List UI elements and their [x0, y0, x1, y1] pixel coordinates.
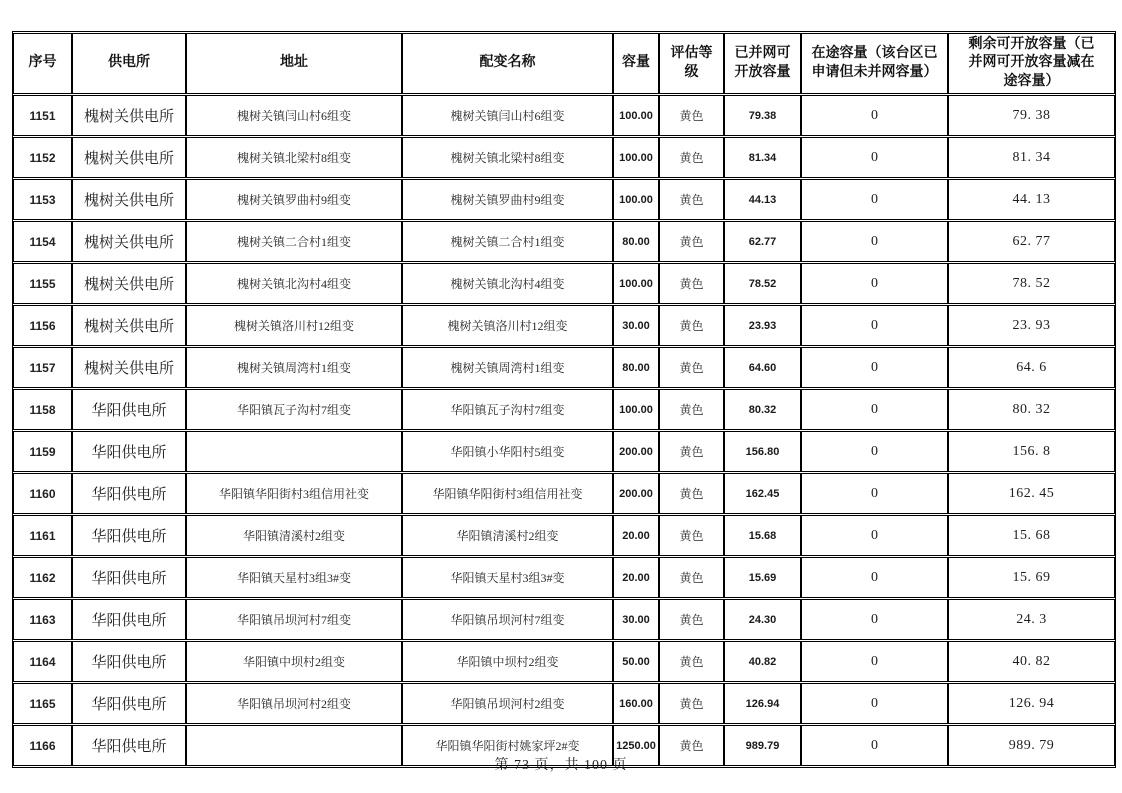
cell-rating: 黄色: [659, 137, 724, 178]
cell-station: 华阳供电所: [72, 683, 186, 724]
cell-capacity: 100.00: [613, 137, 659, 178]
cell-station: 华阳供电所: [72, 557, 186, 598]
cell-remaining-capacity: 40. 82: [948, 641, 1115, 682]
table-row: [13, 515, 1115, 556]
cell-station: 槐树关供电所: [72, 263, 186, 304]
cell-rating: 黄色: [659, 347, 724, 388]
cell-transformer-name: 华阳镇华阳街村3组信用社变: [402, 473, 613, 514]
header-transformer_name: 配变名称: [402, 33, 613, 94]
cell-serial: 1156: [13, 305, 72, 346]
cell-station: 华阳供电所: [72, 599, 186, 640]
table-row: [13, 95, 1115, 136]
cell-in-transit-capacity: 0: [801, 179, 948, 220]
cell-transformer-name: 槐树关镇二合村1组变: [402, 221, 613, 262]
cell-station: 华阳供电所: [72, 389, 186, 430]
cell-serial: 1163: [13, 599, 72, 640]
cell-remaining-capacity: 79. 38: [948, 95, 1115, 136]
cell-capacity: 20.00: [613, 557, 659, 598]
cell-grid-open-capacity: 24.30: [724, 599, 801, 640]
cell-station: 华阳供电所: [72, 431, 186, 472]
cell-address: 槐树关镇周湾村1组变: [186, 347, 402, 388]
cell-in-transit-capacity: 0: [801, 347, 948, 388]
header-address: 地址: [186, 33, 402, 94]
cell-station: 槐树关供电所: [72, 347, 186, 388]
cell-rating: 黄色: [659, 179, 724, 220]
cell-capacity: 80.00: [613, 347, 659, 388]
cell-serial: 1157: [13, 347, 72, 388]
cell-capacity: 1250.00: [613, 725, 659, 766]
cell-capacity: 200.00: [613, 473, 659, 514]
cell-in-transit-capacity: 0: [801, 557, 948, 598]
cell-in-transit-capacity: 0: [801, 221, 948, 262]
table-row: [13, 305, 1115, 346]
cell-in-transit-capacity: 0: [801, 137, 948, 178]
cell-capacity: 50.00: [613, 641, 659, 682]
cell-address: 华阳镇华阳街村3组信用社变: [186, 473, 402, 514]
cell-station: 槐树关供电所: [72, 179, 186, 220]
table-row: [13, 179, 1115, 220]
cell-station: 华阳供电所: [72, 473, 186, 514]
cell-serial: 1164: [13, 641, 72, 682]
cell-grid-open-capacity: 40.82: [724, 641, 801, 682]
cell-address: 华阳镇吊坝河村2组变: [186, 683, 402, 724]
header-station: 供电所: [72, 33, 186, 94]
table-row: [13, 221, 1115, 262]
cell-grid-open-capacity: 15.68: [724, 515, 801, 556]
cell-transformer-name: 槐树关镇罗曲村9组变: [402, 179, 613, 220]
cell-transformer-name: 华阳镇瓦子沟村7组变: [402, 389, 613, 430]
cell-grid-open-capacity: 15.69: [724, 557, 801, 598]
cell-grid-open-capacity: 162.45: [724, 473, 801, 514]
cell-rating: 黄色: [659, 305, 724, 346]
cell-serial: 1161: [13, 515, 72, 556]
cell-transformer-name: 华阳镇清溪村2组变: [402, 515, 613, 556]
table-row: [13, 431, 1115, 472]
cell-rating: 黄色: [659, 263, 724, 304]
cell-remaining-capacity: 23. 93: [948, 305, 1115, 346]
cell-station: 槐树关供电所: [72, 137, 186, 178]
cell-serial: 1165: [13, 683, 72, 724]
cell-rating: 黄色: [659, 431, 724, 472]
cell-address: [186, 431, 402, 472]
cell-rating: 黄色: [659, 515, 724, 556]
table-row: [13, 347, 1115, 388]
cell-remaining-capacity: 156. 8: [948, 431, 1115, 472]
cell-transformer-name: 槐树关镇闫山村6组变: [402, 95, 613, 136]
cell-in-transit-capacity: 0: [801, 599, 948, 640]
cell-station: 槐树关供电所: [72, 95, 186, 136]
cell-transformer-name: 华阳镇吊坝河村2组变: [402, 683, 613, 724]
cell-in-transit-capacity: 0: [801, 641, 948, 682]
cell-address: 槐树关镇罗曲村9组变: [186, 179, 402, 220]
cell-address: 槐树关镇北梁村8组变: [186, 137, 402, 178]
table-row: [13, 137, 1115, 178]
table-row: [13, 641, 1115, 682]
cell-capacity: 100.00: [613, 389, 659, 430]
cell-remaining-capacity: 44. 13: [948, 179, 1115, 220]
cell-serial: 1152: [13, 137, 72, 178]
cell-station: 槐树关供电所: [72, 305, 186, 346]
cell-capacity: 30.00: [613, 305, 659, 346]
cell-in-transit-capacity: 0: [801, 95, 948, 136]
cell-remaining-capacity: 126. 94: [948, 683, 1115, 724]
cell-grid-open-capacity: 79.38: [724, 95, 801, 136]
cell-remaining-capacity: 78. 52: [948, 263, 1115, 304]
header-rating: 评估等级: [659, 33, 724, 94]
cell-rating: 黄色: [659, 389, 724, 430]
table-row: [13, 557, 1115, 598]
cell-capacity: 80.00: [613, 221, 659, 262]
cell-in-transit-capacity: 0: [801, 389, 948, 430]
cell-serial: 1166: [13, 725, 72, 766]
cell-capacity: 100.00: [613, 263, 659, 304]
cell-serial: 1159: [13, 431, 72, 472]
cell-remaining-capacity: 81. 34: [948, 137, 1115, 178]
cell-address: 华阳镇中坝村2组变: [186, 641, 402, 682]
cell-address: 华阳镇清溪村2组变: [186, 515, 402, 556]
cell-address: 槐树关镇闫山村6组变: [186, 95, 402, 136]
table-row: [13, 389, 1115, 430]
cell-address: 华阳镇瓦子沟村7组变: [186, 389, 402, 430]
header-serial: 序号: [13, 33, 72, 94]
header-in_transit_capacity: 在途容量（该台区已申请但未并网容量）: [801, 33, 948, 94]
cell-transformer-name: 槐树关镇北沟村4组变: [402, 263, 613, 304]
table-row: [13, 263, 1115, 304]
cell-serial: 1154: [13, 221, 72, 262]
header-remaining_capacity: 剩余可开放容量（已并网可开放容量减在途容量）: [948, 33, 1115, 94]
table-body: [13, 95, 1115, 766]
table-row: [13, 599, 1115, 640]
cell-in-transit-capacity: 0: [801, 515, 948, 556]
cell-station: 华阳供电所: [72, 725, 186, 766]
cell-rating: 黄色: [659, 473, 724, 514]
cell-grid-open-capacity: 989.79: [724, 725, 801, 766]
cell-grid-open-capacity: 23.93: [724, 305, 801, 346]
cell-transformer-name: 槐树关镇周湾村1组变: [402, 347, 613, 388]
cell-rating: 黄色: [659, 599, 724, 640]
cell-address: 槐树关镇二合村1组变: [186, 221, 402, 262]
cell-transformer-name: 华阳镇中坝村2组变: [402, 641, 613, 682]
cell-in-transit-capacity: 0: [801, 305, 948, 346]
cell-station: 华阳供电所: [72, 641, 186, 682]
cell-rating: 黄色: [659, 557, 724, 598]
cell-serial: 1151: [13, 95, 72, 136]
cell-rating: 黄色: [659, 641, 724, 682]
cell-in-transit-capacity: 0: [801, 725, 948, 766]
cell-remaining-capacity: 80. 32: [948, 389, 1115, 430]
cell-capacity: 100.00: [613, 179, 659, 220]
header-grid_open_capacity: 已并网可开放容量: [724, 33, 801, 94]
cell-address: 槐树关镇北沟村4组变: [186, 263, 402, 304]
cell-transformer-name: 华阳镇华阳街村姚家坪2#变: [402, 725, 613, 766]
cell-remaining-capacity: 15. 68: [948, 515, 1115, 556]
cell-rating: 黄色: [659, 725, 724, 766]
cell-grid-open-capacity: 156.80: [724, 431, 801, 472]
header-row: [13, 33, 1115, 94]
cell-serial: 1160: [13, 473, 72, 514]
cell-grid-open-capacity: 81.34: [724, 137, 801, 178]
cell-transformer-name: 华阳镇天星村3组3#变: [402, 557, 613, 598]
cell-address: 华阳镇天星村3组3#变: [186, 557, 402, 598]
cell-station: 华阳供电所: [72, 515, 186, 556]
cell-serial: 1162: [13, 557, 72, 598]
cell-in-transit-capacity: 0: [801, 473, 948, 514]
cell-grid-open-capacity: 64.60: [724, 347, 801, 388]
cell-grid-open-capacity: 80.32: [724, 389, 801, 430]
cell-rating: 黄色: [659, 683, 724, 724]
table-row: [13, 473, 1115, 514]
cell-serial: 1158: [13, 389, 72, 430]
cell-transformer-name: 槐树关镇洛川村12组变: [402, 305, 613, 346]
cell-serial: 1155: [13, 263, 72, 304]
cell-grid-open-capacity: 78.52: [724, 263, 801, 304]
cell-grid-open-capacity: 126.94: [724, 683, 801, 724]
cell-remaining-capacity: 24. 3: [948, 599, 1115, 640]
cell-remaining-capacity: 62. 77: [948, 221, 1115, 262]
cell-in-transit-capacity: 0: [801, 683, 948, 724]
table-row: [13, 683, 1115, 724]
cell-address: 华阳镇吊坝河村7组变: [186, 599, 402, 640]
cell-remaining-capacity: 64. 6: [948, 347, 1115, 388]
cell-transformer-name: 华阳镇吊坝河村7组变: [402, 599, 613, 640]
cell-capacity: 30.00: [613, 599, 659, 640]
cell-capacity: 160.00: [613, 683, 659, 724]
cell-rating: 黄色: [659, 95, 724, 136]
cell-remaining-capacity: 162. 45: [948, 473, 1115, 514]
cell-serial: 1153: [13, 179, 72, 220]
cell-in-transit-capacity: 0: [801, 431, 948, 472]
capacity-table: [12, 31, 1116, 768]
cell-station: 槐树关供电所: [72, 221, 186, 262]
cell-grid-open-capacity: 44.13: [724, 179, 801, 220]
header-capacity: 容量: [613, 33, 659, 94]
cell-capacity: 200.00: [613, 431, 659, 472]
cell-capacity: 20.00: [613, 515, 659, 556]
cell-grid-open-capacity: 62.77: [724, 221, 801, 262]
page-footer: 第 73 页，共 100 页: [494, 758, 628, 773]
cell-capacity: 100.00: [613, 95, 659, 136]
cell-transformer-name: 槐树关镇北梁村8组变: [402, 137, 613, 178]
cell-address: 槐树关镇洛川村12组变: [186, 305, 402, 346]
cell-in-transit-capacity: 0: [801, 263, 948, 304]
cell-rating: 黄色: [659, 221, 724, 262]
cell-transformer-name: 华阳镇小华阳村5组变: [402, 431, 613, 472]
cell-remaining-capacity: 989. 79: [948, 725, 1115, 766]
cell-remaining-capacity: 15. 69: [948, 557, 1115, 598]
